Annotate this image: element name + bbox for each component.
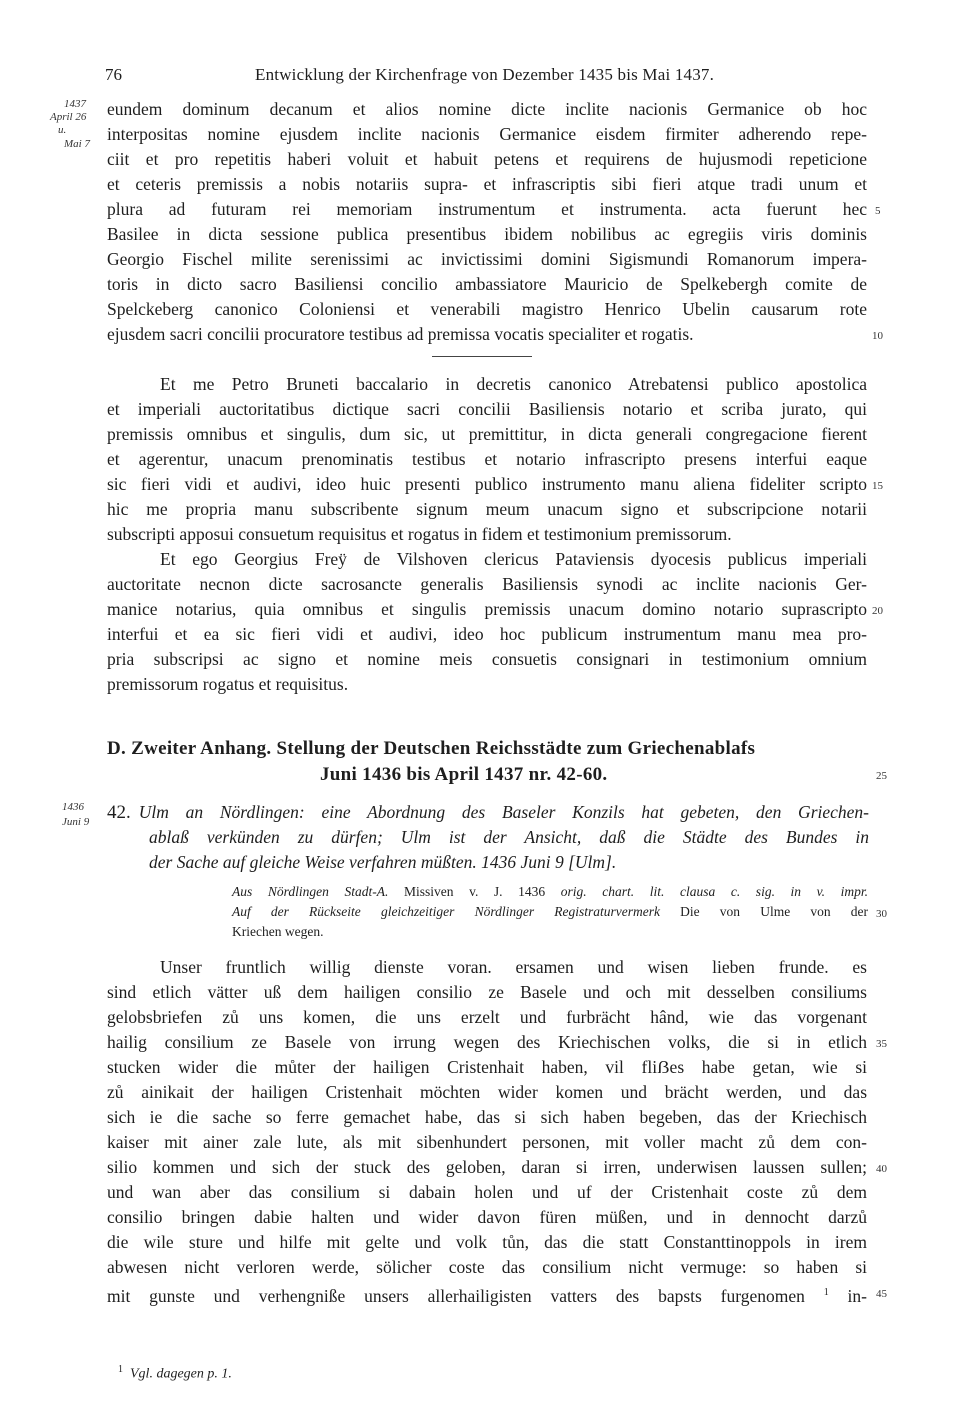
text-line bbox=[107, 1280, 867, 1309]
text-line: Spelckeberg canonico Coloniensi et venerabili magistro Henrico Ubelin causarum rote bbox=[107, 299, 867, 319]
line-number: 35 bbox=[876, 1038, 887, 1050]
source-archive: Aus Nördlingen Stadt-A. bbox=[232, 884, 389, 899]
line-number: 25 bbox=[876, 770, 887, 782]
text-line: auctoritate necnon dicte sacrosancte generalis Basiliensis synodi ac inclite nacionis Ger- bbox=[107, 574, 867, 594]
document-title-text: Ulm an Nördlingen: eine Abordnung des Baseler Konzils hat gebeten, den Griechen- bbox=[138, 802, 869, 822]
text-line: und wan aber das consilium si dabain holen und uf der Cristenhait coste zů dem bbox=[107, 1182, 867, 1202]
text-line: eundem dominum decanum et alios nomine dicte inclite nacionis Germanice ob hoc bbox=[107, 99, 867, 119]
margin-date-block bbox=[62, 800, 89, 830]
text-line: sich ie die sache so ferre gemachet habe, das si sich haben begeben, das der Kriechisch bbox=[107, 1107, 867, 1127]
text-line: subscripti apposui consuetum requisitus et rogatus in fidem et testimonium premissorum. bbox=[107, 524, 732, 544]
running-title: Entwicklung der Kirchenfrage von Dezember 1435 bis Mai 1437. bbox=[255, 65, 715, 84]
separator-rule bbox=[432, 356, 532, 357]
margin-date: Mai 7 bbox=[64, 138, 90, 150]
line-number: 20 bbox=[872, 605, 883, 617]
text-line: sic fieri vidi et audivi, ideo huic presenti publico instrumento manu aliena fideliter scripto bbox=[107, 474, 867, 494]
text-line: consilio bringen dabie halten und wider davon füren müßen, und in dennocht darzů bbox=[107, 1207, 867, 1227]
text-line: et imperiali auctoritatibus dictique sacri concilii Basiliensis notario et scriba jurato, qui bbox=[107, 399, 867, 419]
text-line: premissis omnibus et singulis, dum sic, ut premittitur, in dicta generali congregacione fierent bbox=[107, 424, 867, 444]
text-line: premissorum rogatus et requisitus. bbox=[107, 674, 349, 694]
text-line: ejusdem sacri concilii procuratore testibus ad premissa vocatis specialiter et rogatis. bbox=[107, 324, 694, 344]
text-line-body: mit gunste und verhengniße unsers allerhailigisten vatters des bapsts furgenomen bbox=[107, 1285, 805, 1306]
source-collection: Missiven v. J. 1436 bbox=[403, 884, 546, 899]
footnote-text: Vgl. dagegen p. 1. bbox=[130, 1366, 232, 1382]
document-title-line: der Sache auf gleiche Weise verfahren müßten. 1436 Juni 9 [Ulm]. bbox=[149, 852, 617, 872]
document-number: 42. bbox=[107, 802, 131, 823]
text-line: die wile sture und hilfe mit gelte und volk tůn, das die statt Constanttinoppols in irem bbox=[107, 1232, 867, 1252]
source-endorsement: Auf der Rückseite gleichzeitiger Nördlinger Registraturvermerk bbox=[232, 904, 660, 919]
text-line-hyphen: in- bbox=[847, 1285, 867, 1306]
text-line: stucken wider die můter der hailigen Cristenhait haben, vil fliẞes habe getan, wie si bbox=[107, 1057, 867, 1077]
line-number: 5 bbox=[875, 205, 881, 217]
text-line: et ceteris premissis a nobis notariis supra- et infrascriptis sibi fieri atque tradi unum et bbox=[107, 174, 867, 194]
document-title-line: ablaß verkünden zu dürfen; Ulm ist der Ansicht, daß die Städte des Bundes in bbox=[149, 827, 869, 847]
text-line: sind etlich vätter uß dem hailigen consilio ze Basele und och mit desselben consiliums bbox=[107, 982, 867, 1002]
margin-date: 1436 bbox=[62, 801, 84, 813]
text-line: et agerentur, unacum prenominatis testibus et notario infrascripto presens interfui eaque bbox=[107, 449, 867, 469]
line-number: 10 bbox=[872, 330, 883, 342]
text-line: plura ad futuram rei memoriam instrumentum et instrumenta. acta fuerunt hec bbox=[107, 199, 867, 219]
text-line: silio kommen und sich der stuck des geloben, daran si irren, underwisen laussen sullen; bbox=[107, 1157, 867, 1177]
margin-date: u. bbox=[58, 124, 67, 136]
text-line: Et ego Georgius Freÿ de Vilshoven clericus Pataviensis dyocesis publicus imperiali bbox=[160, 549, 867, 569]
line-number: 40 bbox=[876, 1163, 887, 1175]
margin-date: 1437 bbox=[64, 98, 86, 110]
page-number: 76 bbox=[105, 65, 122, 84]
text-line: Georgio Fischel milite serenissimi ac invictissimi domini Sigismundi Romanorum impera- bbox=[107, 249, 867, 269]
margin-date-block bbox=[50, 98, 90, 151]
source-note-line bbox=[232, 902, 868, 921]
text-line: Basilee in dicta sessione publica presentibus ibidem nobilibus ac egregiis viris dominis bbox=[107, 224, 867, 244]
text-line: ciit et pro repetitis haberi voluit et habuit petens et requirens de hujusmodi repeticione bbox=[107, 149, 867, 169]
source-note-line: Kriechen wegen. bbox=[232, 924, 324, 939]
footnote-number: 1 bbox=[118, 1364, 123, 1375]
text-line: gelobsbriefen zů uns komen, die uns erzelt und furbrächt hând, wie das vorgenant bbox=[107, 1007, 867, 1027]
line-number: 30 bbox=[876, 908, 887, 920]
source-endorsement-text: Die von Ulme von der bbox=[680, 904, 869, 919]
text-line: manice notarius, quia omnibus et singulis premissis unacum domino notario suprascripto bbox=[107, 599, 867, 619]
margin-date: Juni 9 bbox=[62, 816, 90, 828]
text-line: Et me Petro Bruneti baccalario in decretis canonico Atrebatensi publico apostolica bbox=[160, 374, 867, 394]
line-number: 45 bbox=[876, 1288, 887, 1300]
text-line: hailig consilium ze Basele von irrung wegen des Kriechischen volks, die si in etlich bbox=[107, 1032, 867, 1052]
text-line: hic me propria manu subscribente signum meum unacum signo et subscripcione notarii bbox=[107, 499, 867, 519]
margin-date: April 26 bbox=[50, 111, 87, 123]
footnote-reference[interactable]: 1 bbox=[823, 1287, 829, 1298]
section-heading-line2: Juni 1436 bis April 1437 nr. 42-60. bbox=[320, 764, 608, 785]
text-line: kaiser mit ainer zale lute, als mit sibenhundert personen, mit voller macht zů dem con- bbox=[107, 1132, 867, 1152]
section-heading: D. Zweiter Anhang. Stellung der Deutschen Reichsstädte zum Griechenablafs bbox=[107, 738, 756, 759]
line-number: 15 bbox=[872, 480, 883, 492]
source-note-line bbox=[232, 882, 868, 901]
footnote bbox=[118, 1364, 232, 1383]
text-line: abwesen nicht verloren werde, sölicher coste das consilium nicht vermuge: so haben si bbox=[107, 1257, 867, 1277]
source-description: orig. chart. lit. clausa c. sig. in v. impr. bbox=[560, 884, 869, 899]
text-line: toris in dicto sacro Basiliensi concilio ambassiatore Mauricio de Spelkebergh comite de bbox=[107, 274, 867, 294]
text-line: Unser fruntlich willig dienste voran. ersamen und wisen lieben frunde. es bbox=[160, 957, 867, 977]
document-title-line bbox=[107, 800, 869, 825]
text-line: zů ainikait der hailigen Cristenhait möchten wider komen und brächt werden, und das bbox=[107, 1082, 867, 1102]
text-line: interfui et ea sic fieri vidi et audivi, ideo hoc publicum instrumentum manu mea pro- bbox=[107, 624, 867, 644]
text-line: interpositas nomine ejusdem inclite nacionis Germanice eisdem firmiter adherendo repe- bbox=[107, 124, 867, 144]
text-line: pria subscripsi ac signo et nomine meis consuetis consignari in testimonium omnium bbox=[107, 649, 867, 669]
